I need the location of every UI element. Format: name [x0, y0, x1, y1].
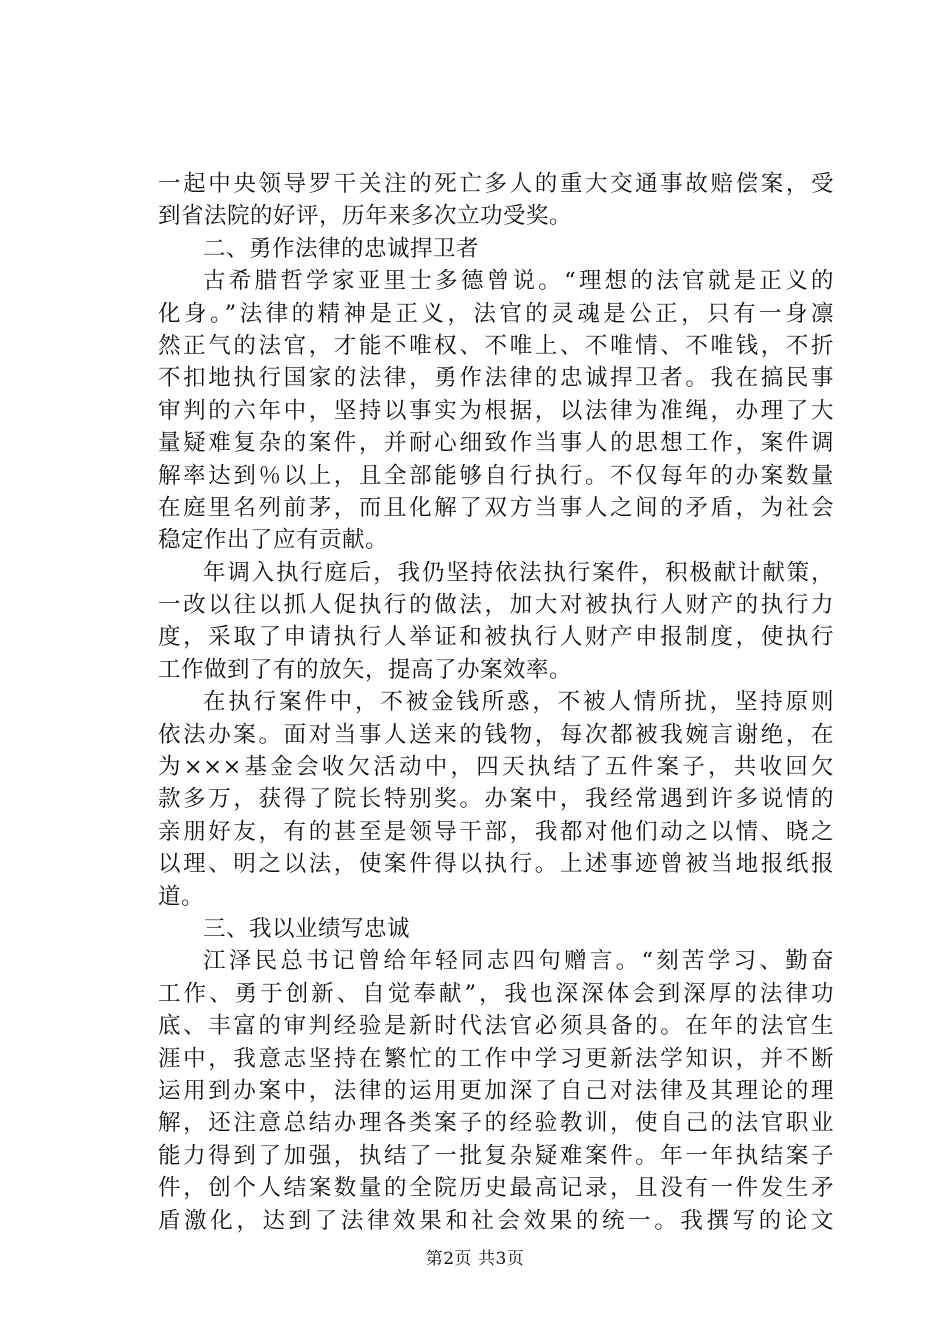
- text-line: 化身。”法律的精神是正义，法官的灵魂是公正，只有一身凛: [158, 300, 834, 327]
- section-heading: 二、勇作法律的忠诚捍卫者: [203, 235, 480, 262]
- text-line: 到省法院的好评，历年来多次立功受奖。: [158, 203, 573, 230]
- text-line: 工作做到了有的放矢，提高了办案效率。: [158, 656, 573, 683]
- text-line: 盾激化，达到了法律效果和社会效果的统一。我撰写的论文: [158, 1207, 834, 1234]
- text-line: 解率达到％以上，且全部能够自行执行。不仅每年的办案数量: [158, 462, 834, 489]
- text-line: 解，还注意总结办理各类案子的经验教训，使自己的法官职业: [158, 1110, 834, 1137]
- text-line: 古希腊哲学家亚里士多德曾说。“理想的法官就是正义的: [203, 268, 834, 295]
- text-line: 一改以往以抓人促执行的做法，加大对被执行人财产的执行力: [158, 592, 834, 619]
- page-footer: 第2页 共3页: [425, 1249, 525, 1269]
- text-line: 件，创个人结案数量的全院历史最高记录，且没有一件发生矛: [158, 1175, 834, 1202]
- text-line: 年调入执行庭后，我仍坚持依法执行案件，积极献计献策，: [203, 559, 834, 586]
- text-line: 亲朋好友，有的甚至是领导干部，我都对他们动之以情、晓之: [158, 818, 834, 845]
- section-heading: 三、我以业绩写忠诚: [203, 915, 411, 942]
- text-line: 款多万，获得了院长特别奖。办案中，我经常遇到许多说情的: [158, 786, 834, 813]
- text-line: 依法办案。面对当事人送来的钱物，每次都被我婉言谢绝，在: [158, 721, 834, 748]
- text-line: 底、丰富的审判经验是新时代法官必须具备的。在年的法官生: [158, 1013, 834, 1040]
- text-line: 工作、勇于创新、自觉奉献”，我也深深体会到深厚的法律功: [158, 980, 834, 1007]
- text-line: 审判的六年中，坚持以事实为根据，以法律为准绳，办理了大: [158, 397, 834, 424]
- text-line: 稳定作出了应有贡献。: [158, 527, 389, 554]
- text-line: 量疑难复杂的案件，并耐心细致作当事人的思想工作，案件调: [158, 430, 834, 457]
- text-line: 运用到办案中，法律的运用更加深了自己对法律及其理论的理: [158, 1077, 834, 1104]
- text-line: 度，采取了申请执行人举证和被执行人财产申报制度，使执行: [158, 624, 834, 651]
- text-line: 不扣地执行国家的法律，勇作法律的忠诚捍卫者。我在搞民事: [158, 365, 834, 392]
- text-line: 涯中，我意志坚持在繁忙的工作中学习更新法学知识，并不断: [158, 1045, 834, 1072]
- text-line: 为×××基金会收欠活动中，四天执结了五件案子，共收回欠: [158, 754, 834, 781]
- text-line: 道。: [158, 883, 205, 910]
- text-line: 在庭里名列前茅，而且化解了双方当事人之间的矛盾，为社会: [158, 494, 834, 521]
- text-line: 江泽民总书记曾给年轻同志四句赠言。“刻苦学习、勤奋: [203, 948, 834, 975]
- text-line: 在执行案件中，不被金钱所惑，不被人情所扰，坚持原则: [203, 689, 834, 716]
- document-body: [158, 168, 834, 1237]
- text-line: 一起中央领导罗干关注的死亡多人的重大交通事故赔偿案，受: [158, 171, 834, 197]
- text-line: 以理、明之以法，使案件得以执行。上述事迹曾被当地报纸报: [158, 851, 834, 878]
- text-line: 然正气的法官，才能不唯权、不唯上、不唯情、不唯钱，不折: [158, 332, 834, 359]
- text-line: 能力得到了加强，执结了一批复杂疑难案件。年一年执结案子: [158, 1142, 834, 1169]
